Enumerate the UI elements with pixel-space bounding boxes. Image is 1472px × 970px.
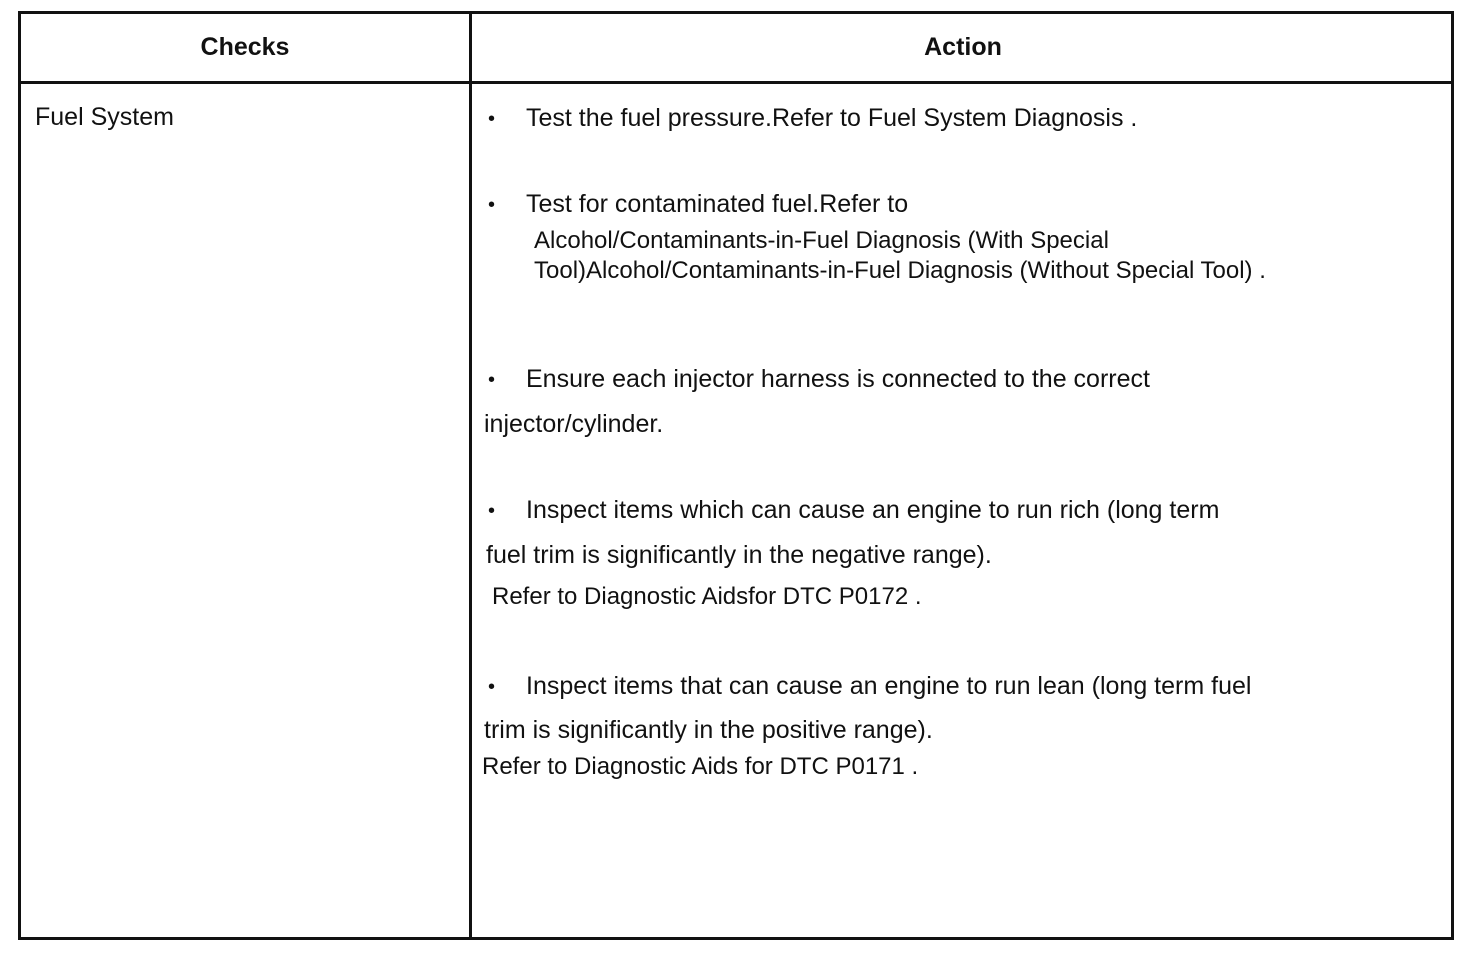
action-3-line-1: Ensure each injector harness is connected to the correct (526, 365, 1150, 393)
action-5-line-2: trim is significantly in the positive range). (484, 716, 933, 744)
action-2-line-1: Test for contaminated fuel.Refer to (526, 190, 909, 218)
table-header-row (21, 14, 1451, 84)
action-4-line-3: Refer to Diagnostic Aidsfor DTC P0172 . (492, 583, 922, 610)
bullet-icon: • (488, 500, 496, 522)
action-5-line-3: Refer to Diagnostic Aids for DTC P0171 . (482, 753, 919, 780)
check-fuel-system: Fuel System (35, 103, 174, 131)
action-4-line-1: Inspect items which can cause an engine to run rich (long term (526, 496, 1220, 524)
action-5-line-1: Inspect items that can cause an engine to run lean (long term fuel (526, 672, 1252, 700)
bullet-icon: • (488, 194, 496, 216)
action-column-header: Action (924, 33, 1002, 61)
action-3-line-2: injector/cylinder. (484, 410, 664, 438)
action-2-line-3: Tool)Alcohol/Contaminants-in-Fuel Diagnosis (Without Special Tool) . (534, 257, 1266, 284)
action-1-line-1: Test the fuel pressure.Refer to Fuel System Diagnosis . (526, 104, 1138, 132)
checks-action-table (18, 11, 1454, 940)
action-4-line-2: fuel trim is significantly in the negative range). (486, 541, 992, 569)
bullet-icon: • (488, 369, 496, 391)
column-divider (469, 14, 472, 937)
bullet-icon: • (488, 108, 496, 130)
checks-column-header: Checks (200, 33, 290, 61)
action-2-line-2: Alcohol/Contaminants-in-Fuel Diagnosis (With Special (534, 227, 1109, 254)
bullet-icon: • (488, 676, 496, 698)
